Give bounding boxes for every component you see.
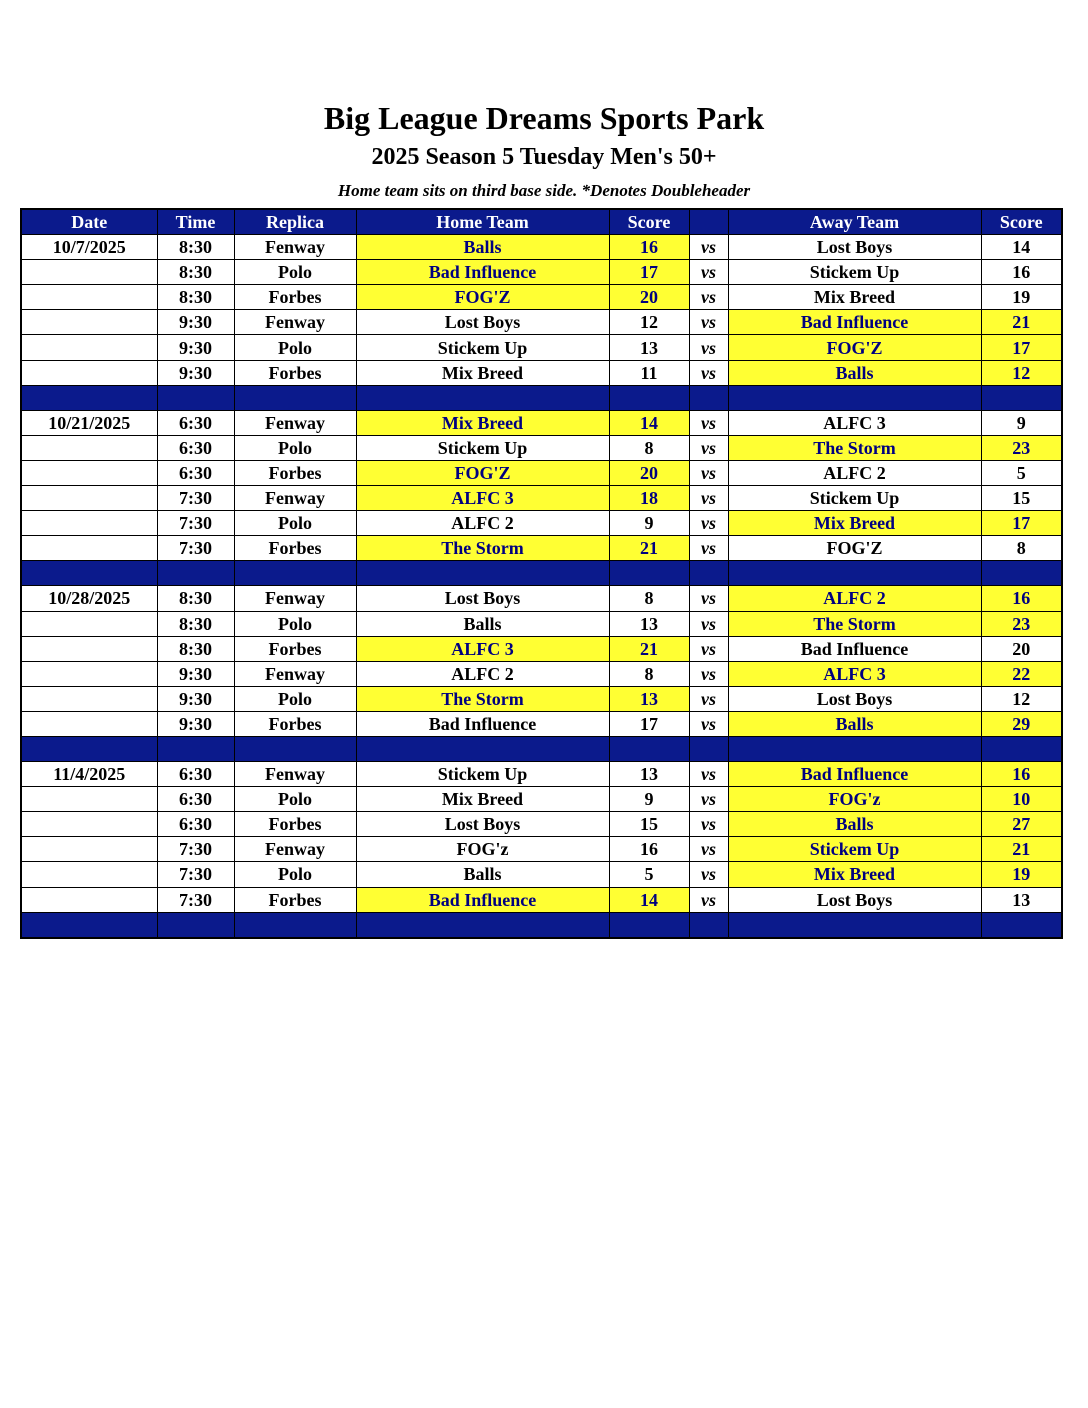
home-score: 13 [609, 611, 689, 636]
separator-cell [609, 736, 689, 761]
page-title: Big League Dreams Sports Park [323, 100, 765, 136]
away-team: ALFC 2 [728, 460, 981, 485]
game-row [21, 460, 1062, 485]
away-score: 17 [981, 335, 1062, 360]
game-field: Polo [234, 511, 356, 536]
vs-label: vs [689, 310, 728, 335]
away-team: Bad Influence [728, 310, 981, 335]
vs-label: vs [689, 661, 728, 686]
home-team: Balls [356, 862, 609, 887]
vs-label: vs [689, 536, 728, 561]
home-score: 18 [609, 486, 689, 511]
separator-cell [609, 912, 689, 938]
game-date [21, 260, 157, 285]
vs-label: vs [689, 335, 728, 360]
away-team: FOG'Z [728, 536, 981, 561]
game-date [21, 787, 157, 812]
vs-label: vs [689, 787, 728, 812]
away-score: 5 [981, 460, 1062, 485]
game-row [21, 837, 1062, 862]
away-score: 22 [981, 661, 1062, 686]
game-field: Polo [234, 435, 356, 460]
vs-label: vs [689, 686, 728, 711]
game-date [21, 335, 157, 360]
game-row [21, 762, 1062, 787]
game-date: 11/4/2025 [21, 762, 157, 787]
away-team: FOG'Z [728, 335, 981, 360]
home-team: FOG'z [356, 837, 609, 862]
game-row [21, 235, 1062, 260]
game-field: Forbes [234, 360, 356, 385]
separator-cell [981, 736, 1062, 761]
home-score: 14 [609, 410, 689, 435]
game-row [21, 787, 1062, 812]
home-score: 17 [609, 260, 689, 285]
game-field: Fenway [234, 486, 356, 511]
separator-cell [728, 912, 981, 938]
game-time: 9:30 [157, 335, 234, 360]
game-row [21, 636, 1062, 661]
vs-label: vs [689, 611, 728, 636]
separator-cell [234, 736, 356, 761]
col-header-time: Time [157, 209, 234, 235]
away-score: 16 [981, 586, 1062, 611]
schedule-body [21, 235, 1062, 938]
vs-label: vs [689, 636, 728, 661]
game-field: Fenway [234, 235, 356, 260]
home-score: 20 [609, 285, 689, 310]
home-team: Balls [356, 235, 609, 260]
home-team: ALFC 3 [356, 486, 609, 511]
separator-cell [689, 385, 728, 410]
home-score: 14 [609, 887, 689, 912]
separator-cell [234, 385, 356, 410]
vs-label: vs [689, 511, 728, 536]
home-team: Stickem Up [356, 762, 609, 787]
game-time: 6:30 [157, 762, 234, 787]
game-row [21, 486, 1062, 511]
away-team: Mix Breed [728, 511, 981, 536]
page-subtitle: 2025 Season 5 Tuesday Men's 50+ [371, 144, 717, 170]
home-score: 16 [609, 837, 689, 862]
game-time: 7:30 [157, 511, 234, 536]
game-date [21, 686, 157, 711]
vs-label: vs [689, 460, 728, 485]
week-separator-row [21, 912, 1062, 938]
week-separator-row [21, 385, 1062, 410]
home-score: 9 [609, 511, 689, 536]
game-date [21, 812, 157, 837]
separator-cell [356, 561, 609, 586]
game-time: 9:30 [157, 360, 234, 385]
game-time: 8:30 [157, 611, 234, 636]
game-date [21, 536, 157, 561]
game-time: 8:30 [157, 285, 234, 310]
game-field: Forbes [234, 460, 356, 485]
game-date [21, 887, 157, 912]
separator-cell [21, 385, 157, 410]
home-score: 13 [609, 762, 689, 787]
col-header-home-team: Home Team [356, 209, 609, 235]
home-team: ALFC 3 [356, 636, 609, 661]
game-time: 8:30 [157, 636, 234, 661]
home-score: 5 [609, 862, 689, 887]
away-score: 27 [981, 812, 1062, 837]
separator-cell [689, 912, 728, 938]
home-score: 8 [609, 661, 689, 686]
game-field: Polo [234, 335, 356, 360]
game-time: 7:30 [157, 536, 234, 561]
game-date: 10/7/2025 [21, 235, 157, 260]
separator-cell [609, 561, 689, 586]
game-field: Forbes [234, 285, 356, 310]
away-team: Balls [728, 711, 981, 736]
separator-cell [157, 385, 234, 410]
game-field: Polo [234, 260, 356, 285]
away-team: ALFC 3 [728, 661, 981, 686]
col-header-vs [689, 209, 728, 235]
home-score: 17 [609, 711, 689, 736]
separator-cell [21, 561, 157, 586]
game-date [21, 862, 157, 887]
separator-cell [728, 385, 981, 410]
game-row [21, 310, 1062, 335]
game-field: Forbes [234, 711, 356, 736]
home-team: Lost Boys [356, 812, 609, 837]
away-score: 12 [981, 360, 1062, 385]
home-score: 8 [609, 586, 689, 611]
vs-label: vs [689, 410, 728, 435]
game-row [21, 611, 1062, 636]
away-team: Balls [728, 812, 981, 837]
away-team: Lost Boys [728, 887, 981, 912]
game-field: Polo [234, 686, 356, 711]
game-date [21, 435, 157, 460]
separator-cell [356, 736, 609, 761]
game-time: 7:30 [157, 862, 234, 887]
away-score: 17 [981, 511, 1062, 536]
away-score: 20 [981, 636, 1062, 661]
home-team: Balls [356, 611, 609, 636]
away-score: 12 [981, 686, 1062, 711]
game-row [21, 435, 1062, 460]
col-header-replica: Replica [234, 209, 356, 235]
home-team: The Storm [356, 536, 609, 561]
vs-label: vs [689, 837, 728, 862]
separator-cell [356, 912, 609, 938]
game-row [21, 360, 1062, 385]
separator-cell [728, 736, 981, 761]
separator-cell [981, 912, 1062, 938]
game-time: 9:30 [157, 310, 234, 335]
home-team: Stickem Up [356, 335, 609, 360]
away-team: Stickem Up [728, 837, 981, 862]
game-row [21, 711, 1062, 736]
away-score: 23 [981, 435, 1062, 460]
game-field: Fenway [234, 310, 356, 335]
home-score: 21 [609, 536, 689, 561]
vs-label: vs [689, 360, 728, 385]
game-date [21, 711, 157, 736]
separator-cell [981, 561, 1062, 586]
home-team: Bad Influence [356, 711, 609, 736]
home-team: The Storm [356, 686, 609, 711]
away-team: Balls [728, 360, 981, 385]
game-time: 8:30 [157, 235, 234, 260]
game-field: Fenway [234, 410, 356, 435]
vs-label: vs [689, 887, 728, 912]
away-team: ALFC 3 [728, 410, 981, 435]
separator-cell [981, 385, 1062, 410]
away-score: 16 [981, 260, 1062, 285]
game-time: 7:30 [157, 486, 234, 511]
vs-label: vs [689, 260, 728, 285]
home-score: 11 [609, 360, 689, 385]
game-field: Fenway [234, 586, 356, 611]
game-time: 9:30 [157, 711, 234, 736]
game-date [21, 310, 157, 335]
vs-label: vs [689, 235, 728, 260]
home-team: Bad Influence [356, 887, 609, 912]
away-team: FOG'z [728, 787, 981, 812]
separator-cell [689, 561, 728, 586]
vs-label: vs [689, 586, 728, 611]
game-time: 8:30 [157, 260, 234, 285]
game-field: Polo [234, 862, 356, 887]
home-score: 13 [609, 335, 689, 360]
game-time: 6:30 [157, 787, 234, 812]
home-team: Mix Breed [356, 410, 609, 435]
home-score: 16 [609, 235, 689, 260]
game-date [21, 511, 157, 536]
home-score: 9 [609, 787, 689, 812]
away-score: 9 [981, 410, 1062, 435]
away-score: 10 [981, 787, 1062, 812]
away-team: Bad Influence [728, 636, 981, 661]
away-score: 23 [981, 611, 1062, 636]
game-row [21, 686, 1062, 711]
game-row [21, 887, 1062, 912]
away-team: The Storm [728, 435, 981, 460]
vs-label: vs [689, 486, 728, 511]
game-row [21, 862, 1062, 887]
vs-label: vs [689, 285, 728, 310]
away-score: 29 [981, 711, 1062, 736]
game-field: Polo [234, 611, 356, 636]
home-team: Bad Influence [356, 260, 609, 285]
game-row [21, 586, 1062, 611]
game-row [21, 260, 1062, 285]
week-separator-row [21, 736, 1062, 761]
schedule-note: Home team sits on third base side. *Denotes Doubleheader [337, 181, 751, 200]
home-score: 8 [609, 435, 689, 460]
away-score: 21 [981, 837, 1062, 862]
game-time: 8:30 [157, 586, 234, 611]
separator-cell [21, 736, 157, 761]
away-score: 15 [981, 486, 1062, 511]
game-date [21, 661, 157, 686]
col-header-date: Date [21, 209, 157, 235]
game-date [21, 460, 157, 485]
game-date [21, 285, 157, 310]
away-score: 19 [981, 285, 1062, 310]
away-team: Mix Breed [728, 285, 981, 310]
game-time: 6:30 [157, 435, 234, 460]
home-score: 12 [609, 310, 689, 335]
away-team: Lost Boys [728, 686, 981, 711]
separator-cell [728, 561, 981, 586]
away-team: The Storm [728, 611, 981, 636]
col-header-home-score: Score [609, 209, 689, 235]
game-date [21, 636, 157, 661]
game-field: Forbes [234, 887, 356, 912]
separator-cell [157, 912, 234, 938]
home-team: ALFC 2 [356, 661, 609, 686]
game-date [21, 837, 157, 862]
vs-label: vs [689, 762, 728, 787]
home-team: Lost Boys [356, 586, 609, 611]
away-team: Mix Breed [728, 862, 981, 887]
game-field: Fenway [234, 661, 356, 686]
home-team: FOG'Z [356, 460, 609, 485]
home-team: Lost Boys [356, 310, 609, 335]
away-team: ALFC 2 [728, 586, 981, 611]
vs-label: vs [689, 435, 728, 460]
vs-label: vs [689, 862, 728, 887]
away-team: Stickem Up [728, 486, 981, 511]
away-score: 8 [981, 536, 1062, 561]
game-date: 10/21/2025 [21, 410, 157, 435]
game-row [21, 661, 1062, 686]
game-row [21, 812, 1062, 837]
game-time: 9:30 [157, 661, 234, 686]
col-header-away-team: Away Team [728, 209, 981, 235]
separator-cell [21, 912, 157, 938]
away-score: 21 [981, 310, 1062, 335]
home-score: 21 [609, 636, 689, 661]
away-score: 19 [981, 862, 1062, 887]
game-date [21, 360, 157, 385]
game-time: 7:30 [157, 837, 234, 862]
home-team: FOG'Z [356, 285, 609, 310]
vs-label: vs [689, 711, 728, 736]
col-header-away-score: Score [981, 209, 1062, 235]
separator-cell [356, 385, 609, 410]
game-field: Forbes [234, 812, 356, 837]
schedule-table [20, 208, 1063, 939]
game-time: 9:30 [157, 686, 234, 711]
game-row [21, 511, 1062, 536]
game-time: 6:30 [157, 460, 234, 485]
away-team: Bad Influence [728, 762, 981, 787]
game-field: Fenway [234, 837, 356, 862]
game-time: 6:30 [157, 812, 234, 837]
home-team: Stickem Up [356, 435, 609, 460]
game-field: Fenway [234, 762, 356, 787]
game-row [21, 285, 1062, 310]
game-field: Forbes [234, 536, 356, 561]
separator-cell [609, 385, 689, 410]
away-score: 14 [981, 235, 1062, 260]
home-score: 20 [609, 460, 689, 485]
game-date [21, 611, 157, 636]
game-date: 10/28/2025 [21, 586, 157, 611]
away-team: Lost Boys [728, 235, 981, 260]
home-team: Mix Breed [356, 360, 609, 385]
home-team: Mix Breed [356, 787, 609, 812]
table-header-row [21, 209, 1062, 235]
home-team: ALFC 2 [356, 511, 609, 536]
game-row [21, 335, 1062, 360]
week-separator-row [21, 561, 1062, 586]
game-date [21, 486, 157, 511]
vs-label: vs [689, 812, 728, 837]
game-time: 6:30 [157, 410, 234, 435]
separator-cell [689, 736, 728, 761]
separator-cell [234, 912, 356, 938]
separator-cell [157, 736, 234, 761]
home-score: 13 [609, 686, 689, 711]
away-team: Stickem Up [728, 260, 981, 285]
separator-cell [157, 561, 234, 586]
game-field: Forbes [234, 636, 356, 661]
away-score: 13 [981, 887, 1062, 912]
home-score: 15 [609, 812, 689, 837]
game-row [21, 410, 1062, 435]
away-score: 16 [981, 762, 1062, 787]
separator-cell [234, 561, 356, 586]
game-row [21, 536, 1062, 561]
game-time: 7:30 [157, 887, 234, 912]
game-field: Polo [234, 787, 356, 812]
